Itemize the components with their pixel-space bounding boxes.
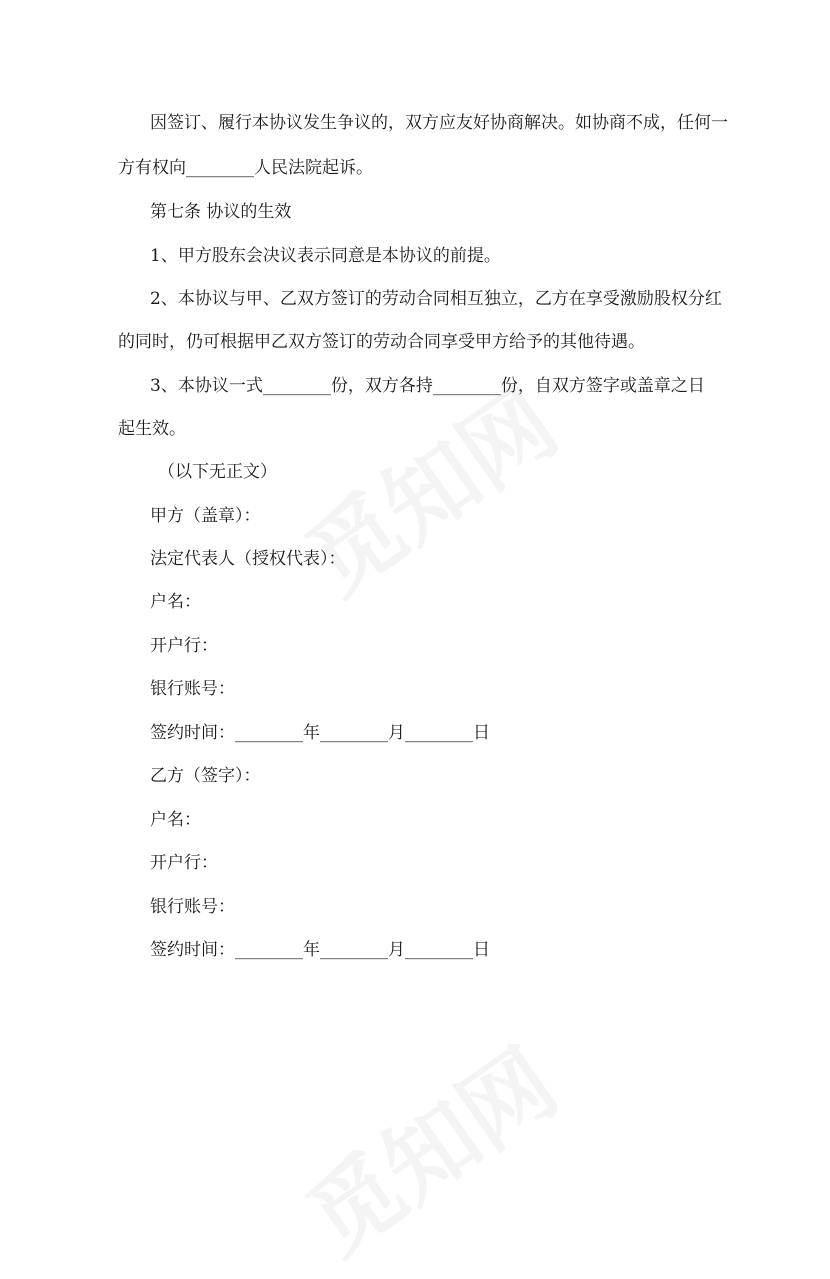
text-line: （以下无正文）	[158, 462, 277, 482]
account-name-label: 户名：	[150, 810, 201, 830]
text-line: 3、本协议一式________份，双方各持________份，自双方签字或盖章之日	[150, 376, 705, 396]
bank-label: 开户行：	[150, 853, 218, 873]
text-line: 起生效。	[118, 419, 186, 439]
section-heading: 第七条 协议的生效	[150, 202, 292, 222]
text-line: 方有权向________人民法院起诉。	[118, 158, 373, 178]
watermark-bottom	[277, 1013, 579, 1279]
party-b-label: 乙方（签字）：	[150, 766, 261, 786]
sign-date-label: 签约时间：________年________月________日	[150, 723, 490, 743]
bank-label: 开户行：	[150, 636, 218, 656]
party-a-label: 甲方（盖章）：	[150, 506, 261, 526]
text-line: 的同时，仍可根据甲乙双方签订的劳动合同享受甲方给予的其他待遇。	[118, 332, 645, 352]
text-line: 因签订、履行本协议发生争议的，双方应友好协商解决。如协商不成，任何一	[150, 113, 728, 133]
text-line: 1、甲方股东会决议表示同意是本协议的前提。	[150, 246, 501, 266]
account-number-label: 银行账号：	[150, 897, 235, 917]
text-line: 2、本协议与甲、乙双方签订的劳动合同相互独立，乙方在享受激励股权分红	[150, 289, 722, 309]
account-number-label: 银行账号：	[150, 679, 235, 699]
sign-date-label: 签约时间：________年________月________日	[150, 940, 490, 960]
legal-rep-label: 法定代表人（授权代表）：	[150, 549, 346, 569]
account-name-label: 户名：	[150, 592, 201, 612]
